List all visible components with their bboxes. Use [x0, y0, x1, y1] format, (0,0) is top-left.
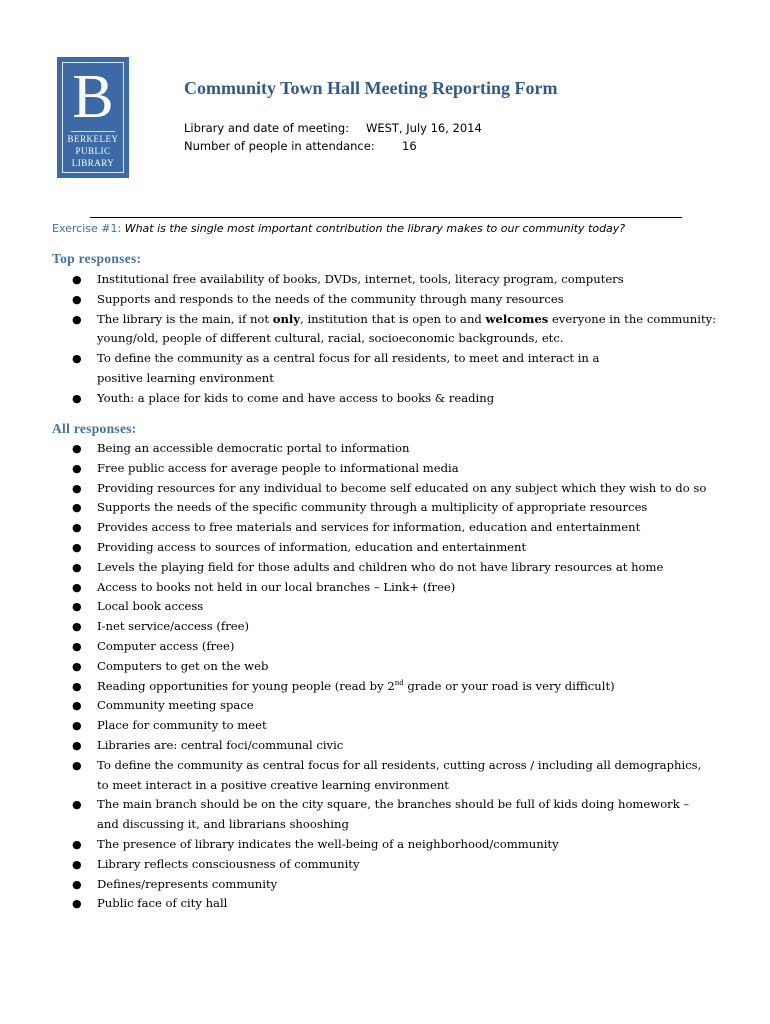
attendance-label: Number of people in attendance: — [184, 139, 375, 153]
list-item — [52, 637, 732, 657]
bullet-icon: ● — [72, 897, 82, 911]
bullet-icon: ● — [72, 521, 82, 535]
list-item — [52, 855, 732, 875]
library-date-value: WEST, July 16, 2014 — [366, 121, 482, 135]
list-item-text: Defines/represents community — [97, 876, 278, 891]
list-item-text: Computer access (free) — [97, 638, 235, 653]
library-date-label: Library and date of meeting: — [184, 121, 350, 135]
list-item — [52, 716, 732, 736]
bullet-icon: ● — [72, 798, 82, 812]
list-item — [52, 439, 732, 459]
list-item-text-line-1: The main branch should be on the city square, the branches should be full of kids doing homework – — [97, 797, 690, 812]
library-date-row — [184, 121, 482, 135]
logo-letter: B — [72, 63, 114, 131]
bullet-icon: ● — [72, 600, 82, 614]
list-item — [52, 657, 732, 677]
list-item-text: Free public access for average people to informational media — [97, 460, 459, 475]
list-item-text-line-2: and discussing it, and librarians shooshing — [97, 817, 349, 832]
all-responses-heading: All responses: — [52, 421, 137, 436]
list-item — [52, 290, 732, 310]
logo-text-line-3: LIBRARY — [71, 158, 115, 168]
exercise-label: Exercise #1: — [52, 222, 122, 235]
logo-text-line-1: BERKELEY — [67, 134, 119, 144]
list-item-text-mid: , institution that is open to and — [300, 311, 486, 326]
list-item-text-pre: The library is the main, if not — [97, 311, 273, 326]
bullet-icon: ● — [72, 679, 82, 693]
list-item-superscript: nd — [394, 678, 404, 687]
logo-text-line-2: PUBLIC — [75, 146, 111, 156]
bullet-icon: ● — [72, 620, 82, 634]
bullet-icon: ● — [72, 312, 82, 326]
all-responses-list — [52, 439, 732, 914]
list-item-text: Local book access — [97, 599, 204, 614]
list-item — [52, 756, 732, 796]
list-item — [52, 538, 732, 558]
bullet-icon: ● — [72, 877, 82, 891]
attendance-row — [184, 139, 417, 153]
bullet-icon: ● — [72, 758, 82, 772]
bullet-icon: ● — [72, 580, 82, 594]
list-item — [52, 558, 732, 578]
list-item-text: Levels the playing field for those adults and children who do not have library resources at home — [97, 559, 664, 574]
list-item-text: Place for community to meet — [97, 718, 267, 733]
list-item — [52, 479, 732, 499]
list-item — [52, 617, 732, 637]
list-item-text-post: everyone in the community: young/old, people of different cultural, racial, socioeconomic backgrounds, etc. — [97, 311, 717, 346]
list-item — [52, 894, 732, 914]
attendance-value: 16 — [402, 139, 417, 153]
bullet-icon: ● — [72, 481, 82, 495]
list-item-text: Youth: a place for kids to come and have access to books & reading — [97, 390, 495, 405]
list-item-text-line-1: To define the community as central focus for all residents, cutting across / including all demographics, — [97, 757, 702, 772]
list-item — [52, 349, 732, 389]
berkeley-public-library-logo — [57, 57, 129, 178]
list-item-text: I-net service/access (free) — [97, 619, 249, 634]
list-item-text: Institutional free availability of books, DVDs, internet, tools, literacy program, computers — [97, 272, 624, 286]
list-item-text: Provides access to free materials and services for information, education and entertainment — [97, 520, 641, 535]
list-item — [52, 270, 732, 290]
bullet-icon: ● — [72, 699, 82, 713]
list-item — [52, 459, 732, 479]
exercise-prompt — [52, 222, 625, 235]
list-item — [52, 835, 732, 855]
list-item-text: Libraries are: central foci/communal civic — [97, 737, 344, 752]
top-responses-heading: Top responses: — [52, 251, 142, 266]
list-item-text: Public face of city hall — [97, 896, 228, 911]
list-item-text: Supports the needs of the specific community through a multiplicity of appropriate resources — [97, 500, 648, 515]
list-item — [52, 875, 732, 895]
bullet-icon: ● — [72, 719, 82, 733]
bullet-icon: ● — [72, 461, 82, 475]
bullet-icon: ● — [72, 501, 82, 515]
list-item-text-pre: Reading opportunities for young people (read by 2 — [97, 678, 395, 693]
list-item-text: Providing access to sources of information, education and entertainment — [97, 539, 527, 554]
list-item — [52, 498, 732, 518]
list-item — [52, 578, 732, 598]
list-item — [52, 677, 732, 697]
list-item-text: The presence of library indicates the well-being of a neighborhood/community — [97, 836, 559, 851]
list-item-bold-only: only — [272, 311, 301, 326]
bullet-icon: ● — [72, 292, 82, 306]
list-item-text-post: grade or your road is very difficult) — [403, 678, 615, 693]
list-item — [52, 518, 732, 538]
list-item — [52, 795, 732, 835]
list-item-text-line-2: to meet interact in a positive creative learning environment — [97, 777, 449, 792]
list-item-text: Being an accessible democratic portal to information — [97, 441, 410, 455]
bullet-icon: ● — [72, 659, 82, 673]
bullet-icon: ● — [72, 857, 82, 871]
list-item — [52, 389, 732, 409]
list-item — [52, 310, 732, 350]
list-item-text-line-2: positive learning environment — [97, 370, 274, 385]
bullet-icon: ● — [72, 391, 82, 405]
list-item-text: Supports and responds to the needs of the community through many resources — [97, 291, 564, 306]
list-item-text: Library reflects consciousness of community — [97, 856, 360, 871]
bullet-icon: ● — [72, 273, 82, 286]
list-item-text: Community meeting space — [97, 698, 254, 713]
list-item — [52, 736, 732, 756]
bullet-icon: ● — [72, 639, 82, 653]
list-item-text-line-1: To define the community as a central focus for all residents, to meet and interact in a — [97, 351, 600, 366]
divider-line — [90, 217, 682, 218]
list-item — [52, 696, 732, 716]
bullet-icon: ● — [72, 837, 82, 851]
list-item-bold-welcomes: welcomes — [485, 311, 549, 326]
top-responses-list — [52, 270, 732, 409]
list-item — [52, 597, 732, 617]
bullet-icon: ● — [72, 560, 82, 574]
form-title: Community Town Hall Meeting Reporting Form — [184, 78, 558, 98]
bullet-icon: ● — [72, 352, 82, 366]
list-item-text: Computers to get on the web — [97, 658, 269, 673]
bullet-icon: ● — [72, 540, 82, 554]
bullet-icon: ● — [72, 738, 82, 752]
logo-rule — [71, 131, 115, 132]
bullet-icon: ● — [72, 442, 82, 455]
exercise-question: What is the single most important contribution the library makes to our community today? — [124, 222, 626, 235]
list-item-text: Access to books not held in our local branches – Link+ (free) — [97, 579, 456, 594]
list-item-text: Providing resources for any individual to become self educated on any subject which they wish to do so — [97, 480, 707, 495]
logo-frame — [62, 62, 124, 173]
